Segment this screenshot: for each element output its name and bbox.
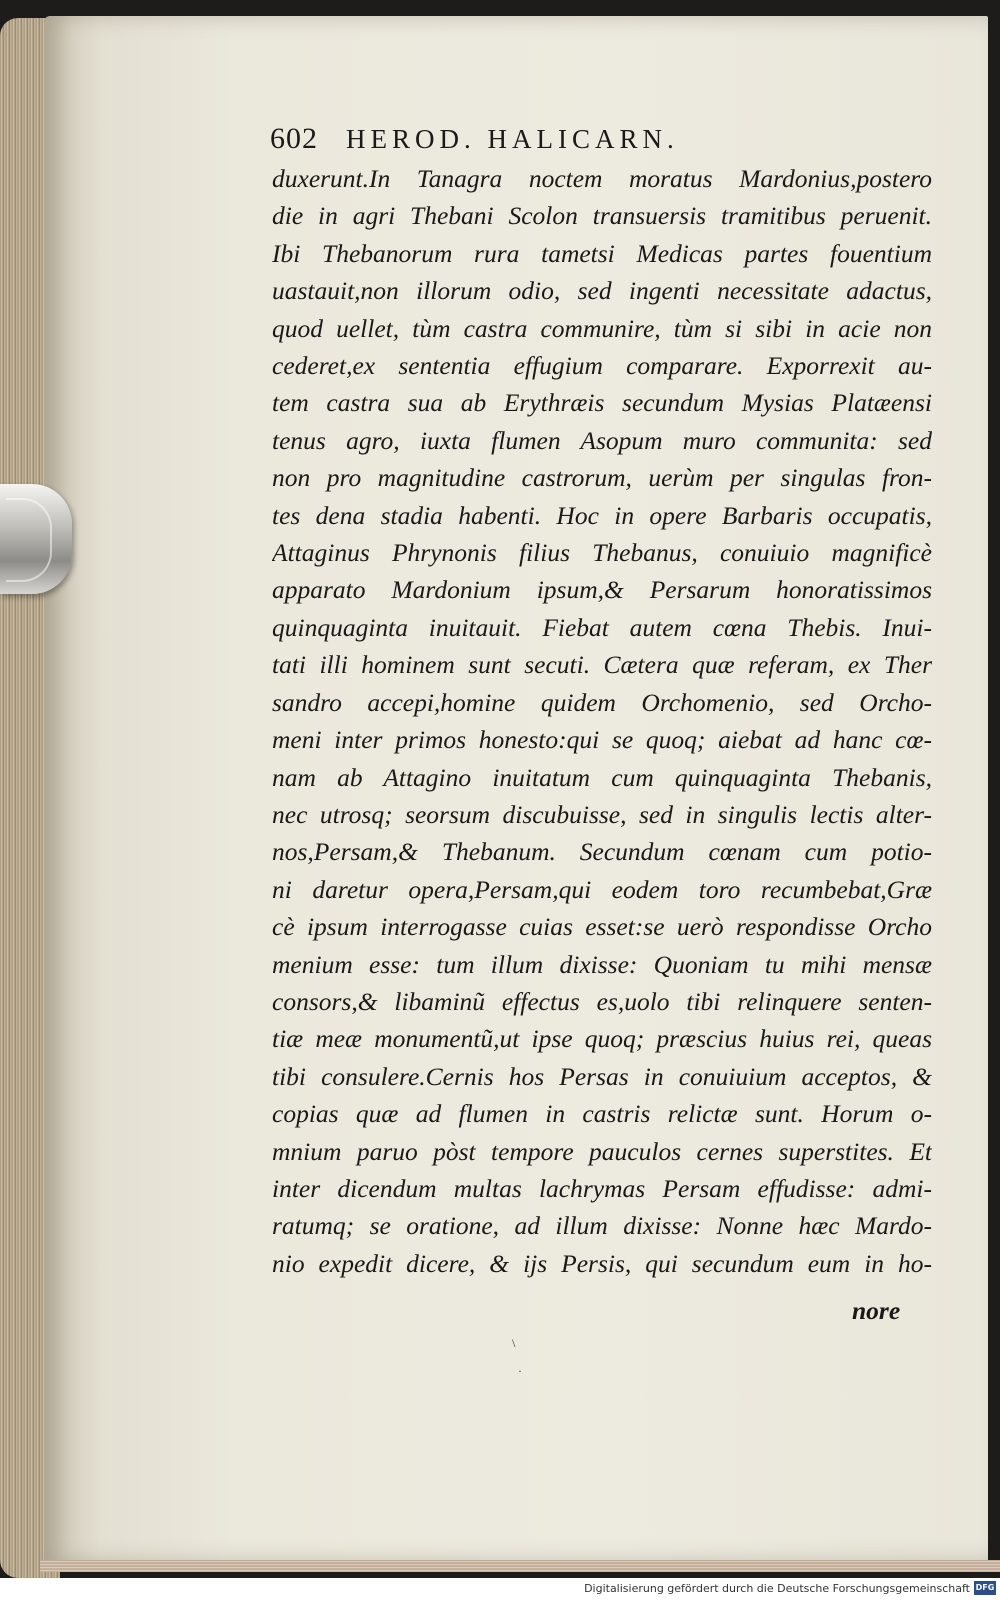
- running-head: HEROD. HALICARN.: [346, 124, 679, 154]
- text-line: quod uellet, tùm castra communire, tùm si sibi in acie non: [272, 313, 932, 343]
- text-line: ni daretur opera,Persam,qui eodem toro recumbebat,Græ: [272, 874, 932, 904]
- text-line: tibi consulere.Cernis hos Persas in conuiuium acceptos, &: [272, 1061, 932, 1091]
- bottom-page-edges: [40, 1560, 1000, 1572]
- text-line: mnium paruo pòst tempore pauculos cernes superstites. Et: [272, 1136, 932, 1166]
- page-header: [270, 122, 930, 162]
- body-text: [272, 160, 932, 1282]
- catchword: nore: [852, 1296, 901, 1325]
- text-line: copias quæ ad flumen in castris relictæ sunt. Horum o-: [272, 1099, 932, 1129]
- text-line: tiæ meæ monumentũ,ut ipse quoq; præscius huius rei, queas: [272, 1024, 932, 1054]
- text-line: nam ab Attagino inuitatum cum quinquaginta Thebanis,: [272, 762, 932, 792]
- text-line: consors,& libaminũ effectus es,uolo tibi relinquere senten-: [272, 986, 932, 1016]
- text-line: menium esse: tum illum dixisse: Quoniam tu mihi mensæ: [272, 949, 932, 979]
- text-line: cè ipsum interrogasse cuias esset:se uerò respondisse Orcho: [272, 912, 932, 942]
- text-line: nos,Persam,& Thebanum. Secundum cœnam cum potio-: [272, 837, 932, 867]
- page-number: 602: [270, 122, 318, 155]
- text-line: nio expedit dicere, & ijs Persis, qui secundum eum in ho-: [272, 1248, 932, 1278]
- text-line: inter dicendum multas lachrymas Persam effudisse: admi-: [272, 1173, 932, 1203]
- clip-highlight: [6, 498, 52, 582]
- text-line: quinquaginta inuitauit. Fiebat autem cœna Thebis. Inui-: [272, 612, 932, 642]
- text-line: non pro magnitudine castrorum, uerùm per singulas fron-: [272, 463, 932, 493]
- text-line: cederet,ex sententia effugium comparare. Exporrexit au-: [272, 351, 932, 381]
- text-line: tati illi hominem sunt secuti. Cætera quæ referam, ex Ther: [272, 650, 932, 680]
- footer-bar: [0, 1578, 1000, 1601]
- ink-speck: ·: [518, 1364, 522, 1378]
- funding-credit: Digitalisierung gefördert durch die Deutsche Forschungsgemeinschaft: [584, 1582, 970, 1595]
- ink-speck: \: [512, 1336, 516, 1350]
- text-line: apparato Mardonium ipsum,& Persarum honoratissimos: [272, 575, 932, 605]
- text-line: nec utrosq; seorsum discubuisse, sed in singulis lectis alter-: [272, 799, 932, 829]
- text-line: meni inter primos honesto:qui se quoq; aiebat ad hanc cœ-: [272, 725, 932, 755]
- text-line: Attaginus Phrynonis filius Thebanus, conuiuio magnificè: [272, 538, 932, 568]
- text-line: Ibi Thebanorum rura tametsi Medicas partes fouentium: [272, 238, 932, 268]
- text-line: duxerunt.In Tanagra noctem moratus Mardonius,postero: [272, 164, 932, 193]
- text-line: die in agri Thebani Scolon transuersis tramitibus peruenit.: [272, 201, 932, 231]
- dfg-logo: DFG: [974, 1581, 996, 1595]
- text-line: tem castra sua ab Erythræis secundum Mysias Platæensi: [272, 388, 932, 418]
- text-line: tes dena stadia habenti. Hoc in opere Barbaris occupatis,: [272, 500, 932, 530]
- text-line: ratumq; se oratione, ad illum dixisse: Nonne hæc Mardo-: [272, 1211, 932, 1241]
- text-line: uastauit,non illorum odio, sed ingenti necessitate adactus,: [272, 276, 932, 306]
- text-line: sandro accepi,homine quidem Orchomenio, sed Orcho-: [272, 687, 932, 717]
- text-line: tenus agro, iuxta flumen Asopum muro communita: sed: [272, 425, 932, 455]
- page-clip: [0, 484, 72, 594]
